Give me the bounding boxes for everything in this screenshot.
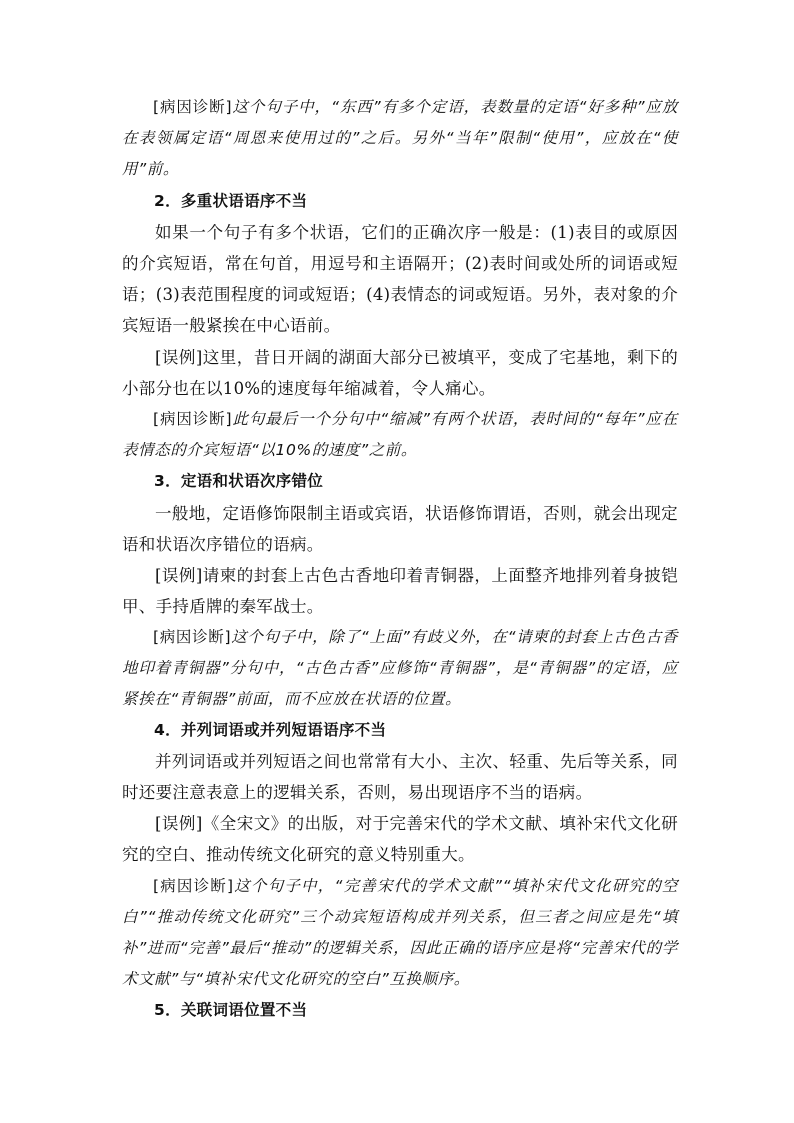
example-tag: [误例] <box>155 814 203 833</box>
diagnosis-tag: [病因诊断] <box>153 98 233 116</box>
example-text: 这里，昔日开阔的湖面大部分已被填平，变成了宅基地，剩下的小部分也在以10%的速度每年缩减着，令人痛心。 <box>122 348 678 398</box>
diagnosis-paragraph-3 <box>122 622 678 715</box>
diagnosis-text: 这个句子中，“东西”有多个定语，表数量的定语“好多种”应放在表领属定语“周恩来使用过的”之后。另外“当年”限制“使用”，应放在“使用”前。 <box>122 98 678 178</box>
body-paragraph-2: 如果一个句子有多个状语，它们的正确次序一般是：(1)表目的或原因的介宾短语，常在句首，用逗号和主语隔开；(2)表时间或处所的词语或短语；(3)表范围程度的词或短语；(4)表情态的词或短语。另外，表对象的介宾短语一般紧挨在中心语前。 <box>122 223 678 335</box>
diagnosis-paragraph-2 <box>122 404 678 466</box>
example-paragraph-3 <box>122 560 678 622</box>
section-heading-3: 3．定语和状语次序错位 <box>154 472 324 490</box>
section-heading-2: 2．多重状语语序不当 <box>154 192 308 210</box>
diagnosis-paragraph-4 <box>122 871 678 995</box>
diagnosis-text: 这个句子中，“完善宋代的学术文献”“填补宋代文化研究的空白”“推动传统文化研究”三个动宾短语构成并列关系，但三者之间应是先“填补”进而“完善”最后“推动”的逻辑关系，因此正确的语序应是将“完善宋代的学术文献”与“填补宋代文化研究的空白”互换顺序。 <box>122 877 678 988</box>
diagnosis-tag: [病因诊断] <box>153 628 232 646</box>
diagnosis-text: 这个句子中，除了“上面”有歧义外，在“请柬的封套上古色古香地印着青铜器”分句中，“古色古香”应修饰“青铜器”，是“青铜器”的定语，应紧挨在“青铜器”前面，而不应放在状语的位置。 <box>122 628 678 708</box>
example-tag: [误例] <box>155 566 203 585</box>
example-paragraph-4 <box>122 808 678 870</box>
body-paragraph-4: 并列词语或并列短语之间也常常有大小、主次、轻重、先后等关系，同时还要注意表意上的逻辑关系，否则，易出现语序不当的语病。 <box>122 752 678 802</box>
example-text: 请柬的封套上古色古香地印着青铜器，上面整齐地排列着身披铠甲、手持盾牌的秦军战士。 <box>122 566 678 616</box>
section-heading-5: 5．关联词语位置不当 <box>154 1001 308 1019</box>
diagnosis-tag: [病因诊断] <box>153 410 233 428</box>
example-paragraph-2 <box>122 342 678 404</box>
example-tag: [误例] <box>155 348 203 367</box>
diagnosis-tag: [病因诊断] <box>153 877 234 895</box>
diagnosis-paragraph-1 <box>122 92 678 185</box>
body-paragraph-3: 一般地，定语修饰限制主语或宾语，状语修饰谓语，否则，就会出现定语和状语次序错位的语病。 <box>122 504 678 554</box>
example-text: 《全宋文》的出版，对于完善宋代的学术文献、填补宋代文化研究的空白、推动传统文化研究的意义特别重大。 <box>122 814 678 864</box>
diagnosis-text: 此句最后一个分句中“缩减”有两个状语，表时间的“每年”应在表情态的介宾短语“以10%的速度”之前。 <box>122 410 678 459</box>
section-heading-4: 4．并列词语或并列短语语序不当 <box>154 721 387 739</box>
